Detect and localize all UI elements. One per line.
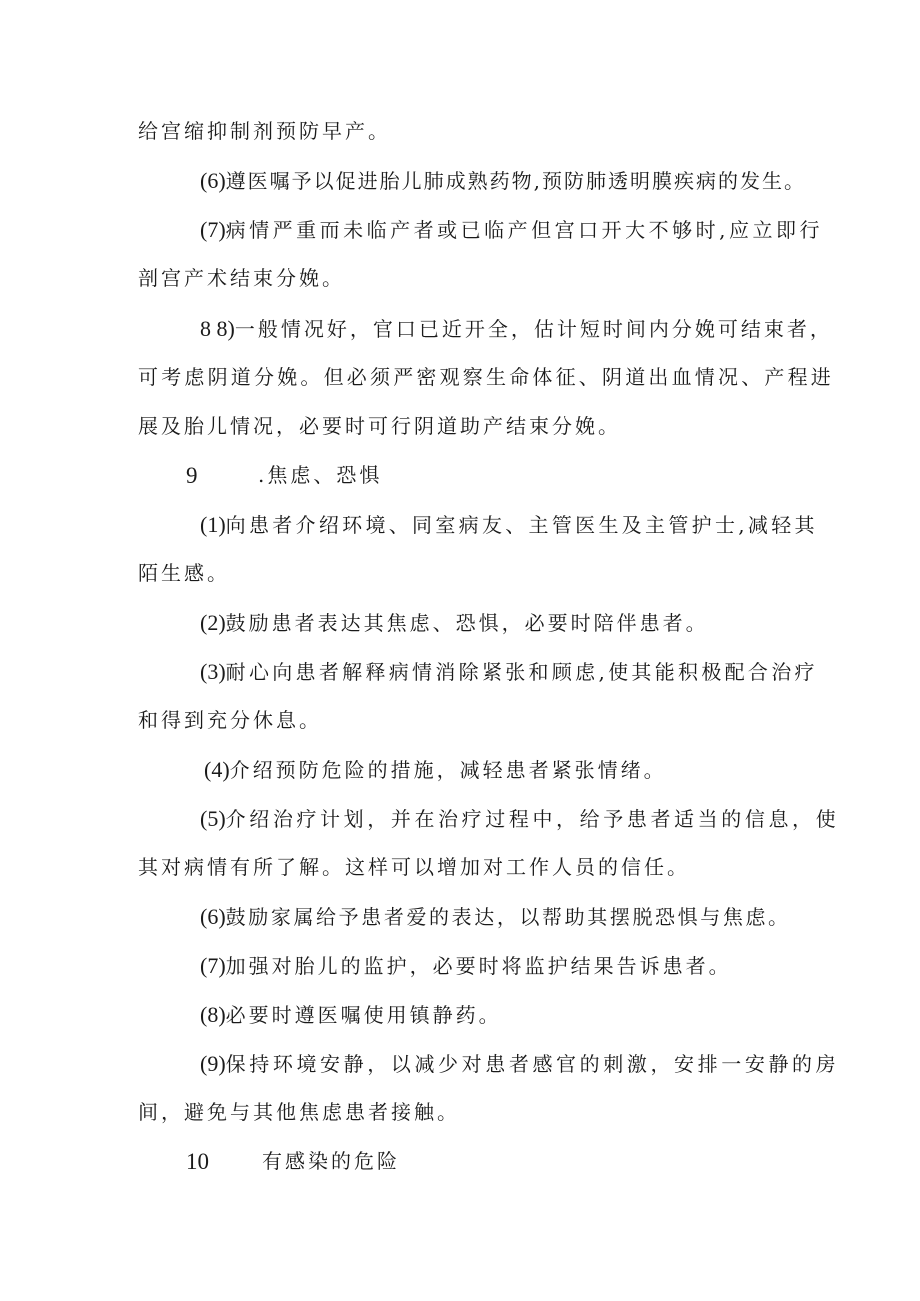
line-text: 可考虑阴道分娩。但必须严密观察生命体征、阴道出血情况、产程进 xyxy=(138,365,834,389)
list-item-9b xyxy=(200,1053,839,1075)
list-item-1 xyxy=(200,514,818,536)
item-number: (9) xyxy=(200,1051,226,1076)
item-number: (8) xyxy=(200,1002,226,1027)
item-text: 耐心向患者解释病情消除紧张和顾虑,使其能积极配合治疗 xyxy=(225,660,818,684)
paragraph-line xyxy=(138,1102,460,1122)
list-item-8 xyxy=(200,318,833,340)
list-item-6b xyxy=(200,906,791,928)
list-item-3 xyxy=(200,661,818,683)
item-number: (7) xyxy=(200,217,226,242)
list-item-7 xyxy=(200,219,823,241)
heading-number: 10 xyxy=(186,1149,209,1174)
line-text: 给宫缩抑制剂预防早产。 xyxy=(138,119,391,143)
item-text: 介绍预防危险的措施，减轻患者紧张情绪。 xyxy=(229,758,667,782)
item-text: 鼓励患者表达其焦虑、恐惧，必要时陪伴患者。 xyxy=(225,611,709,635)
item-text: 介绍治疗计划，并在治疗过程中，给予患者适当的信息，使 xyxy=(225,807,840,831)
item-text: 遵医嘱予以促进胎儿肺成熟药物,预防肺透明膜疾病的发生。 xyxy=(225,169,807,193)
item-number: (6) xyxy=(200,904,226,929)
line-text: 展及胎儿情况，必要时可行阴道助产结束分娩。 xyxy=(138,414,621,438)
heading-number: 9 xyxy=(186,463,198,488)
item-text: 加强对胎儿的监护，必要时将监护结果告诉患者。 xyxy=(225,954,732,978)
paragraph-line xyxy=(138,563,230,583)
item-number: (7) xyxy=(200,953,226,978)
item-number: (5) xyxy=(200,806,226,831)
item-number: 8 8) xyxy=(200,316,235,341)
item-text: 病情严重而未临产者或已临产但宫口开大不够时,应立即行 xyxy=(225,218,824,242)
paragraph-line xyxy=(138,367,834,387)
item-text: 向患者介绍环境、同室病友、主管医生及主管护士,减轻其 xyxy=(225,513,818,537)
paragraph-line xyxy=(138,121,391,141)
list-item-7b xyxy=(200,955,732,977)
line-text: 陌生感。 xyxy=(138,561,230,585)
line-text: 间，避免与其他焦虑患者接触。 xyxy=(138,1100,460,1124)
line-text: 剖宫产术结束分娩。 xyxy=(138,266,345,290)
heading-text: .焦虑、恐惧 xyxy=(258,463,383,487)
item-text: 鼓励家属给予患者爱的表达，以帮助其摆脱恐惧与焦虑。 xyxy=(225,905,791,929)
item-text: 保持环境安静，以减少对患者感官的刺激，安排一安静的房 xyxy=(225,1052,840,1076)
list-item-6 xyxy=(200,170,806,192)
line-text: 和得到充分休息。 xyxy=(138,708,322,732)
item-number: (4) xyxy=(204,757,230,782)
paragraph-line xyxy=(138,268,345,288)
item-number: (1) xyxy=(200,512,226,537)
list-item-5 xyxy=(200,808,839,830)
list-item-8b xyxy=(200,1004,502,1026)
heading-text: 有感染的危险 xyxy=(262,1149,400,1173)
line-text: 其对病情有所了解。这样可以增加对工作人员的信任。 xyxy=(138,855,690,879)
list-item-4 xyxy=(204,759,667,781)
item-number: (3) xyxy=(200,659,226,684)
item-number: (2) xyxy=(200,610,226,635)
item-text: 一般情况好，官口已近开全，估计短时间内分娩可结束者， xyxy=(234,317,833,341)
item-text: 必要时遵医嘱使用镇静药。 xyxy=(225,1003,502,1027)
paragraph-line xyxy=(138,857,690,877)
item-number: (6) xyxy=(200,168,226,193)
paragraph-line xyxy=(138,416,621,436)
list-item-2 xyxy=(200,612,709,634)
paragraph-line xyxy=(138,710,322,730)
